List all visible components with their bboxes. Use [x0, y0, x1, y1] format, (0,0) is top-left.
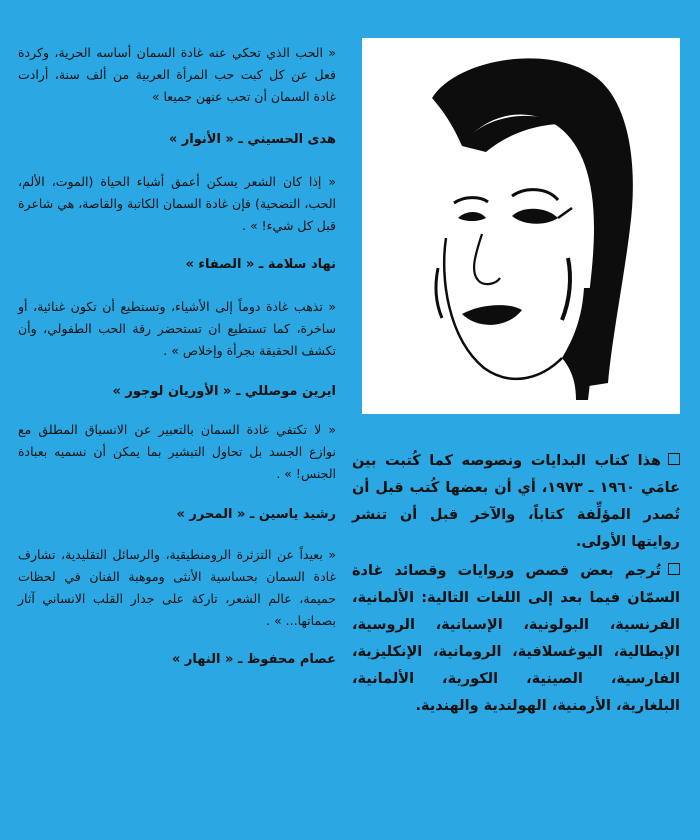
- reviews-column: [18, 38, 336, 667]
- review-quote-2: « إذا كان الشعر يسكن أعمق أشياء الحياة (الموت، الألم، الحب، التضحية) فإن غادة السمان الكاتبة والقاصة، هي شاعرة قبل كل شيء! » .: [18, 174, 336, 233]
- review-author-2: نهاد سلامة ـ « الصفاء »: [185, 257, 336, 272]
- review-author-5: عصام محفوظ ـ « النهار »: [172, 652, 336, 667]
- review-author-4: رشيد ياسين ـ « المحرر »: [176, 507, 336, 522]
- square-bullet-icon: [668, 453, 680, 465]
- review-quote-3: « تذهب غادة دوماً إلى الأشياء، وتستطيع أن تكون غنائية، أو ساخرة، كما تستطيع ان تستحضر رقة الحب الطفولي، وأن تكشف الحقيقة بجرأة وإخلاص » .: [18, 299, 336, 358]
- review-author-3: ايرين موصللي ـ « الأوريان لوجور »: [112, 384, 336, 399]
- review-quote-5: « بعيداً عن التزثرة الرومنطيقية، والرسائل التقليدية، تشارف غادة السمان بحساسية الأنثى وموهبة الفنان في لحظات حميمة، عالم الشعر، تاركة على جدار القلب الانساني آثار بصماتها... » .: [18, 547, 336, 628]
- about-paragraph-1: [352, 448, 680, 556]
- about-text-1: هذا كتاب البدايات ونصوصه كما كُتبت بين عامَي ١٩٦٠ ـ ١٩٧٣، أي أن بعضها كُتب قبل أن تُصدر المؤلِّفة كتاباً، والآخر قبل أن تنشر روايتها الأولى.: [352, 453, 680, 550]
- about-text-2: تُرجم بعض قصص وروايات وقصائد غادة السمّان فيما بعد إلى اللغات التالية: الألمانية، الفرنسية، البولونية، الإسبانية، الروسية، الإيطالية، اليوغسلافية، الرومانية، الإنكليزية، الفارسية، الصينية، الكورية، الألمانية، البلغارية، الأرمنية، الهولندية والهندية.: [352, 563, 680, 714]
- square-bullet-icon: [668, 563, 680, 575]
- author-portrait: [362, 38, 680, 414]
- portrait-drawing-icon: [362, 38, 680, 414]
- about-column: [352, 448, 680, 720]
- about-paragraph-2: [352, 558, 680, 720]
- review-quote-4: « لا تكتفي غادة السمان بالتعبير عن الانسياق المطلق مع نوازع الجسد بل تحاول التبشير بما يمكن أن نسميه بعبادة الجنس! » .: [18, 422, 336, 481]
- review-author-1: هدى الحسيني ـ « الأنوار »: [168, 132, 336, 147]
- review-quote-1: « الحب الذي تحكي عنه غادة السمان أساسه الحرية، وكردة فعل عن كل كبت حب المرأة العربية من ألف سنة، أرادت غادة السمان أن تحب عنهن جميعا »: [18, 45, 336, 104]
